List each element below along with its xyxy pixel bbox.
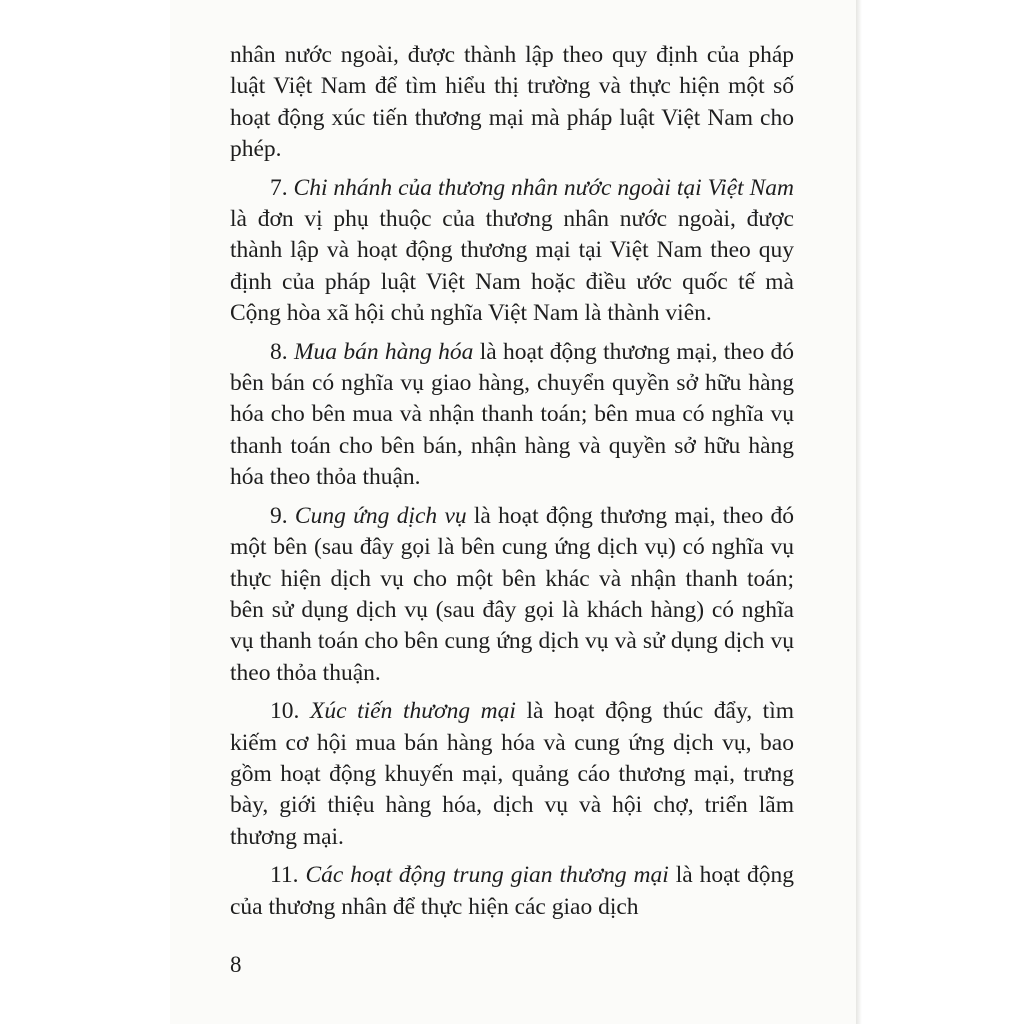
page-body [230,40,794,930]
defined-term: Xúc tiến thương mại [309,698,516,725]
defined-term: Các hoạt động trung gian thương mại [305,862,669,889]
paragraph-item-9 [230,501,794,689]
page-number: 8 [230,952,242,977]
defined-term: Chi nhánh của thương nhân nước ngoài tại Việt Nam [293,174,794,201]
item-number: 11. [270,862,306,889]
page-edge-shadow [856,0,862,1024]
paragraph-item-8 [230,337,794,494]
item-number: 8. [270,338,294,365]
paragraph-continuation [230,40,794,166]
item-number: 9. [270,502,295,529]
paragraph-item-7 [230,173,794,330]
defined-term: Cung ứng dịch vụ [294,502,467,529]
paragraph-item-10 [230,696,794,853]
paragraph-body: là hoạt động thương mại, theo đó một bên (sau đây gọi là bên cung ứng dịch vụ) có nghĩa vụ thực hiện dịch vụ cho một bên khác và nhận thanh toán; bên sử dụng dịch vụ (sau đây gọi là khách hàng) có nghĩa vụ thanh toán cho bên cung ứng dịch vụ và sử dụng dịch vụ theo thỏa thuận. [230,502,794,686]
item-number: 7. [270,174,294,201]
item-number: 10. [270,698,310,725]
paragraph-body: là hoạt động thương mại, theo đó bên bán có nghĩa vụ giao hàng, chuyển quyền sở hữu hàng hóa cho bên mua và nhận thanh toán; bên mua có nghĩa vụ thanh toán cho bên bán, nhận hàng và quyền sở hữu hàng hóa theo thỏa thuận. [230,338,795,491]
paragraph-body: là hoạt động thúc đẩy, tìm kiếm cơ hội mua bán hàng hóa và cung ứng dịch vụ, bao gồm hoạt động khuyến mại, quảng cáo thương mại, trưng bày, giới thiệu hàng hóa, dịch vụ và hội chợ, triển lãm thương mại. [230,698,795,850]
defined-term: Mua bán hàng hóa [293,338,474,365]
paragraph-body: là hoạt động của thương nhân để thực hiện các giao dịch [230,862,794,920]
paragraph-item-11 [230,860,794,923]
paragraph-body: nhân nước ngoài, được thành lập theo quy định của pháp luật Việt Nam để tìm hiểu thị trường và thực hiện một số hoạt động xúc tiến thương mại mà pháp luật Việt Nam cho phép. [230,42,794,163]
paragraph-body: là đơn vị phụ thuộc của thương nhân nước ngoài, được thành lập và hoạt động thương mại tại Việt Nam theo quy định của pháp luật Việt Nam hoặc điều ước quốc tế mà Cộng hòa xã hội chủ nghĩa Việt Nam là thành viên. [230,206,794,327]
